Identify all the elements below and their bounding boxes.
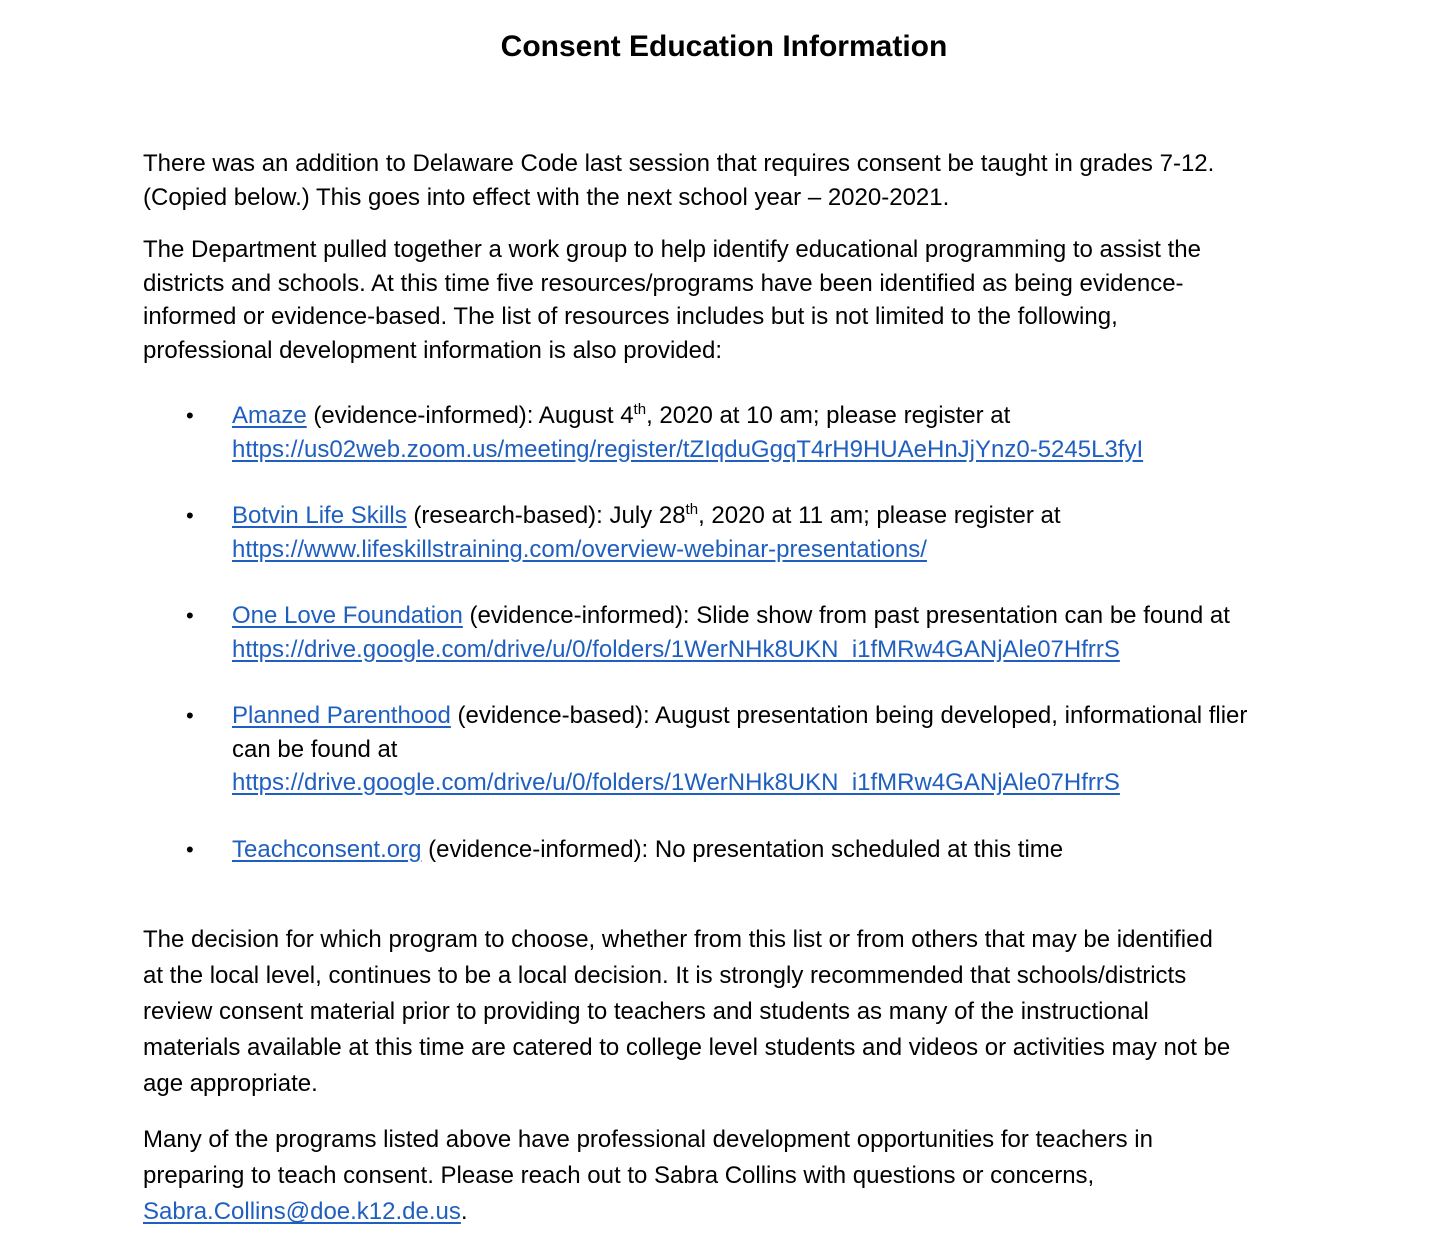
teachconsent-link[interactable]: Teachconsent.org	[232, 836, 422, 863]
closing-line: Many of the programs listed above have professional development opportunities for teachers in	[143, 1126, 1153, 1153]
department-line: informed or evidence-based. The list of resources includes but is not limited to the following,	[143, 303, 1118, 330]
decision-line: review consent material prior to providing to teachers and students as many of the instructional	[143, 998, 1149, 1025]
closing-period: .	[460, 1198, 468, 1225]
department-line: districts and schools. At this time five resources/programs have been identified as being evidence-	[143, 269, 1184, 297]
amaze-description-end: , 2020 at 10 am; please register at	[646, 402, 1011, 429]
botvin-description: (research-based): July 28	[406, 502, 686, 529]
intro-line: There was an addition to Delaware Code last session that requires consent be taught in grades 7-12.	[143, 150, 1215, 177]
contact-email-link[interactable]: Sabra.Collins@doe.k12.de.us	[143, 1198, 461, 1225]
closing-line: preparing to teach consent. Please reach out to Sabra Collins with questions or concerns,	[143, 1162, 1095, 1189]
planned-parenthood-description-cont: can be found at	[232, 735, 398, 763]
teachconsent-description: (evidence-informed): No presentation scheduled at this time	[421, 836, 1064, 863]
botvin-description-end: , 2020 at 11 am; please register at	[698, 502, 1061, 529]
planned-parenthood-link[interactable]: Planned Parenthood	[232, 702, 451, 729]
botvin-link[interactable]: Botvin Life Skills	[232, 502, 407, 529]
ordinal-suffix: th	[685, 501, 699, 518]
bullet-icon: •	[186, 403, 194, 428]
amaze-description: (evidence-informed): August 4	[306, 402, 634, 429]
amaze-link[interactable]: Amaze	[232, 402, 307, 429]
ordinal-suffix: th	[633, 401, 647, 418]
department-paragraph	[143, 233, 1313, 367]
one-love-link[interactable]: One Love Foundation	[232, 602, 463, 629]
decision-paragraph	[143, 922, 1313, 1102]
department-line: professional development information is also provided:	[143, 336, 722, 364]
one-love-slideshow-url[interactable]: https://drive.google.com/drive/u/0/folders/1WerNHk8UKN_i1fMRw4GANjAle07HfrrS	[232, 635, 1120, 663]
planned-parenthood-flier-url[interactable]: https://drive.google.com/drive/u/0/folders/1WerNHk8UKN_i1fMRw4GANjAle07HfrrS	[232, 769, 1120, 796]
closing-paragraph	[143, 1122, 1313, 1230]
bullet-icon: •	[186, 837, 194, 862]
decision-line: age appropriate.	[143, 1070, 318, 1097]
document-title: Consent Education Information	[500, 30, 948, 63]
planned-parenthood-description: (evidence-based): August presentation being developed, informational flier	[450, 702, 1248, 729]
one-love-description: (evidence-informed): Slide show from past presentation can be found at	[462, 602, 1230, 629]
decision-line: at the local level, continues to be a local decision. It is strongly recommended that schools/districts	[143, 962, 1187, 989]
intro-paragraph	[143, 147, 1313, 214]
decision-line: The decision for which program to choose, whether from this list or from others that may be identified	[143, 926, 1213, 953]
intro-line: (Copied below.) This goes into effect with the next school year – 2020-2021.	[143, 183, 950, 211]
bullet-icon: •	[186, 603, 194, 628]
decision-line: materials available at this time are catered to college level students and videos or activities may not be	[143, 1034, 1231, 1061]
amaze-register-url[interactable]: https://us02web.zoom.us/meeting/register/tZIqduGgqT4rH9HUAeHnJjYnz0-5245L3fyI	[232, 435, 1144, 463]
botvin-register-url[interactable]: https://www.lifeskillstraining.com/overview-webinar-presentations/	[232, 535, 927, 563]
bullet-icon: •	[186, 503, 194, 528]
bullet-icon: •	[186, 703, 194, 728]
department-line: The Department pulled together a work group to help identify educational programming to assist the	[143, 236, 1201, 263]
